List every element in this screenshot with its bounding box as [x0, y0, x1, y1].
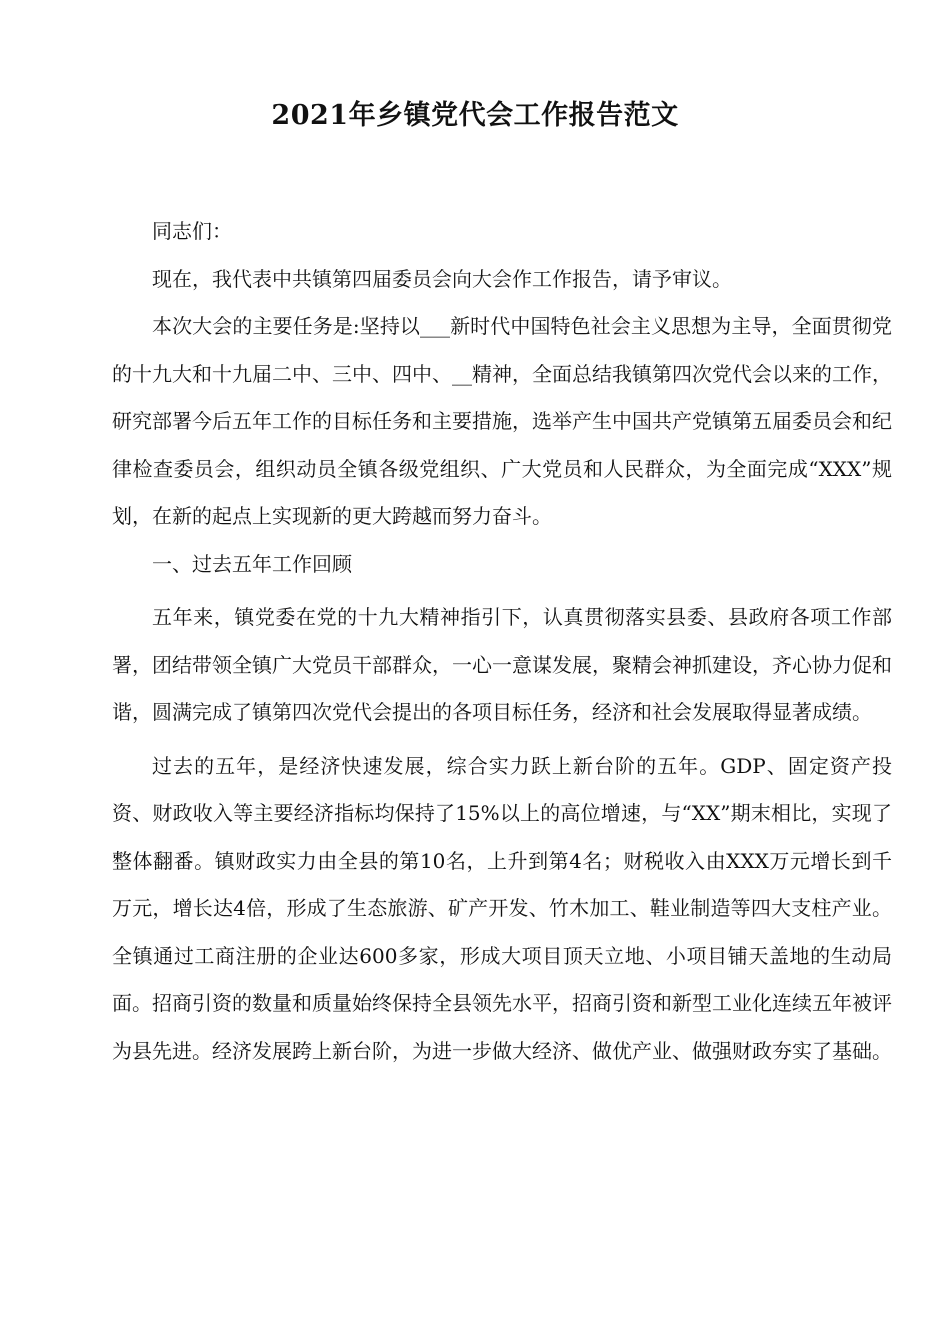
paragraph-intro: 现在，我代表中共镇第四届委员会向大会作工作报告，请予审议。	[152, 266, 732, 291]
document-title: 2021年乡镇党代会工作报告范文	[271, 100, 679, 131]
paragraph-economy: 过去的五年，是经济快速发展，综合实力跃上新台阶的五年。GDP、固定资产投资、财政收入等主要经济指标均保持了15%以上的高位增速，与“XX”期末相比，实现了整体翻番。镇财政实力由全县的第10名，上升到第4名；财税收入由XXX万元增长到千万元，增长达4倍，形成了生态旅游、矿产开发、竹木加工、鞋业制造等四大支柱产业。全镇通过工商注册的企业达600多家，形成大项目顶天立地、小项目铺天盖地的生动局面。招商引资的数量和质量始终保持全县领先水平，招商引资和新型工业化连续五年被评为县先进。经济发展跨上新台阶，为进一步做大经济、做优产业、做强财政夯实了基础。	[112, 753, 892, 1063]
document-body	[112, 208, 892, 1075]
paragraph-main-tasks: 本次大会的主要任务是:坚持以___新时代中国特色社会主义思想为主导，全面贯彻党的十九大和十九届二中、三中、四中、__精神，全面总结我镇第四次党代会以来的工作，研究部署今后五年工作的目标任务和主要措施，选举产生中国共产党镇第五届委员会和纪律检查委员会，组织动员全镇各级党组织、广大党员和人民群众，为全面完成“XXX”规划，在新的起点上实现新的更大跨越而努力奋斗。	[112, 314, 892, 528]
section-heading-review: 一、过去五年工作回顾	[152, 551, 352, 576]
salutation: 同志们：	[152, 219, 232, 243]
paragraph-five-years: 五年来，镇党委在党的十九大精神指引下，认真贯彻落实县委、县政府各项工作部署，团结带领全镇广大党员干部群众，一心一意谋发展，聚精会神抓建设，齐心协力促和谐，圆满完成了镇第四次党代会提出的各项目标任务，经济和社会发展取得显著成绩。	[112, 605, 892, 724]
